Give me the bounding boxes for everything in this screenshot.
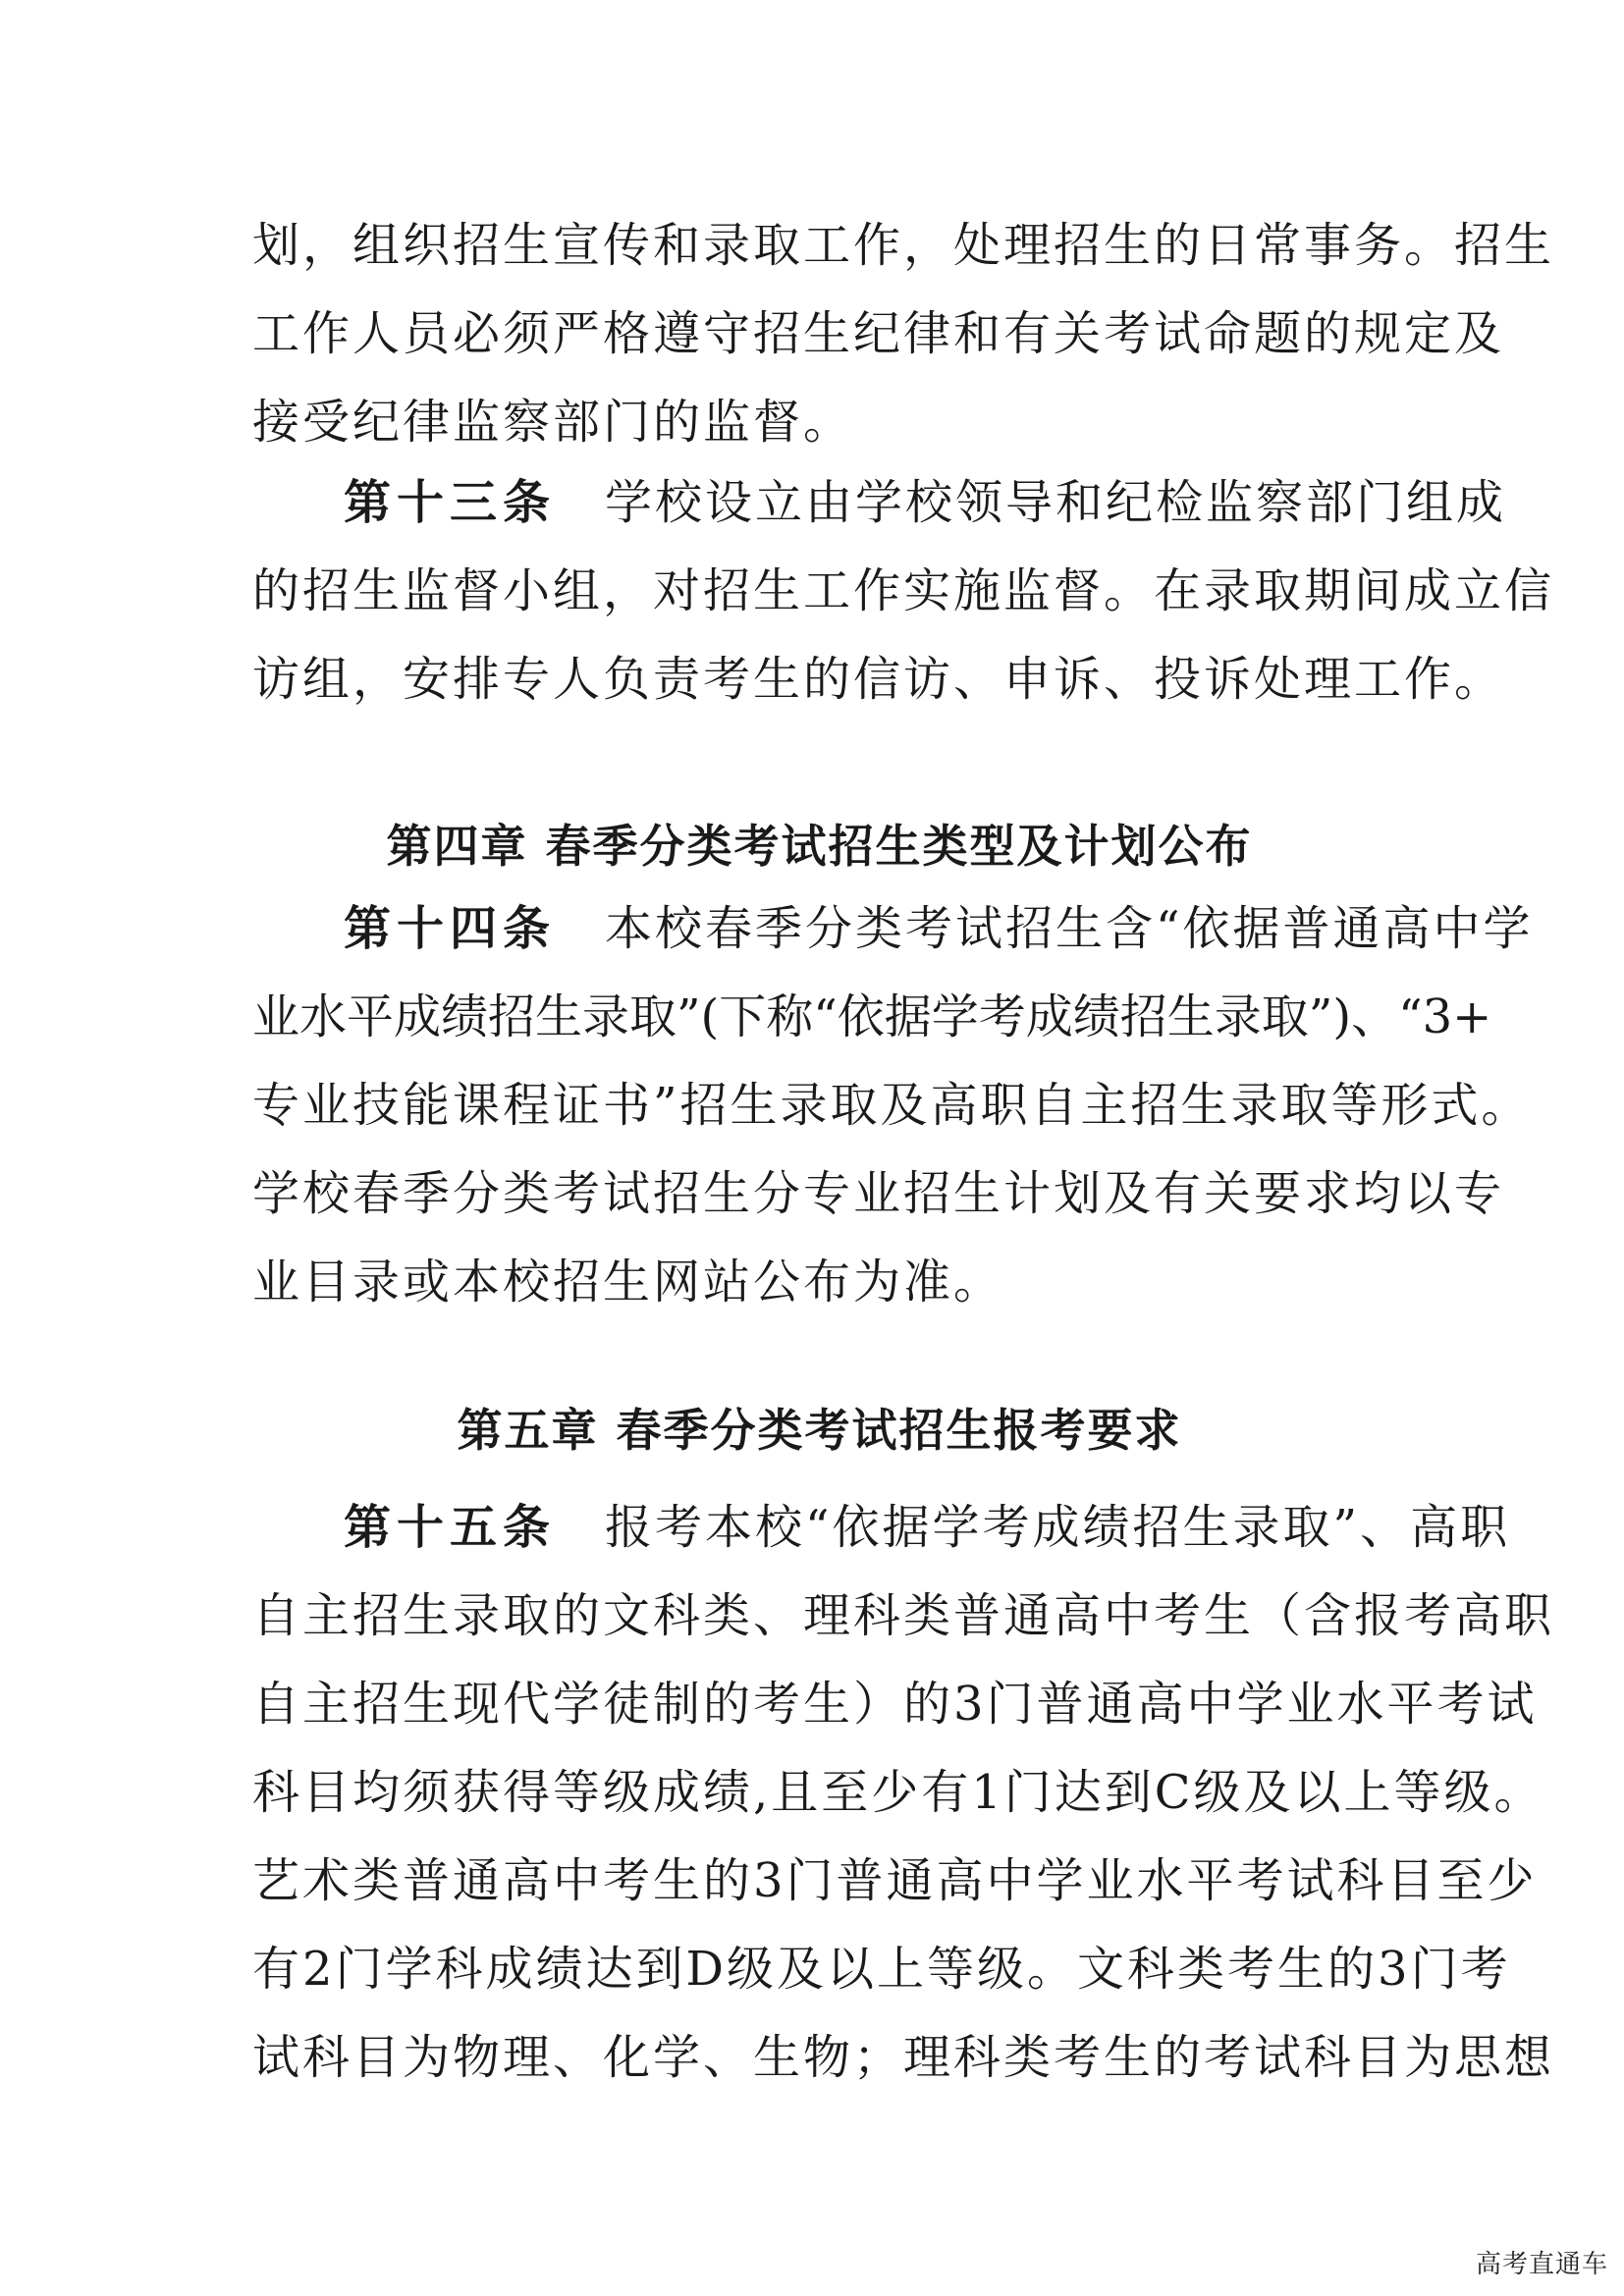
chapter-5-heading: 第五章 春季分类考试招生报考要求 [457,1404,1182,1457]
text-line: 学校春季分类考试招生分专业招生计划及有关要求均以专 [252,1166,1505,1221]
text-line: 专业技能课程证书”招生录取及高职自主招生录取等形式。 [252,1078,1532,1133]
article-text: 本校春季分类考试招生含“依据普通高中学 [605,901,1534,956]
article-text: 学校设立由学校领导和纪检监察部门组成 [605,475,1507,530]
text-line: 有2门学科成绩达到D级及以上等级。文科类考生的3门考 [252,1942,1511,1997]
article-number: 第十五条 [344,1500,557,1555]
article-number: 第十三条 [344,475,557,530]
text-line: 访组，安排专人负责考生的信访、申诉、投诉处理工作。 [252,652,1505,707]
text-line: 业目录或本校招生网站公布为准。 [252,1255,1004,1309]
text-line [252,899,1534,958]
text-line [252,1498,1511,1557]
text-line: 艺术类普通高中考生的3门普通高中学业水平考试科目至少 [252,1853,1538,1908]
text-line: 业水平成绩招生录取”(下称“依据学考成绩招生录取”)、“3+ [252,989,1492,1044]
text-line: 划，组织招生宣传和录取工作，处理招生的日常事务。招生 [252,218,1555,273]
chapter-4-heading: 第四章 春季分类考试招生类型及计划公布 [386,820,1253,873]
text-line: 科目均须获得等级成绩,且至少有1门达到C级及以上等级。 [252,1765,1544,1820]
text-line: 的招生监督小组，对招生工作实施监督。在录取期间成立信 [252,563,1555,618]
text-line [252,473,1507,532]
article-number: 第十四条 [344,901,557,956]
text-line: 自主招生录取的文科类、理科类普通高中考生（含报考高职 [252,1588,1555,1643]
watermark: 高考直通车 [1475,2250,1608,2279]
text-line: 接受纪律监察部门的监督。 [252,395,854,450]
text-line: 试科目为物理、化学、生物；理科类考生的考试科目为思想 [252,2030,1555,2085]
article-text: 报考本校“依据学考成绩招生录取”、高职 [605,1500,1511,1555]
text-line: 自主招生现代学徒制的考生）的3门普通高中学业水平考试 [252,1677,1538,1732]
text-line: 工作人员必须严格遵守招生纪律和有关考试命题的规定及 [252,306,1505,361]
